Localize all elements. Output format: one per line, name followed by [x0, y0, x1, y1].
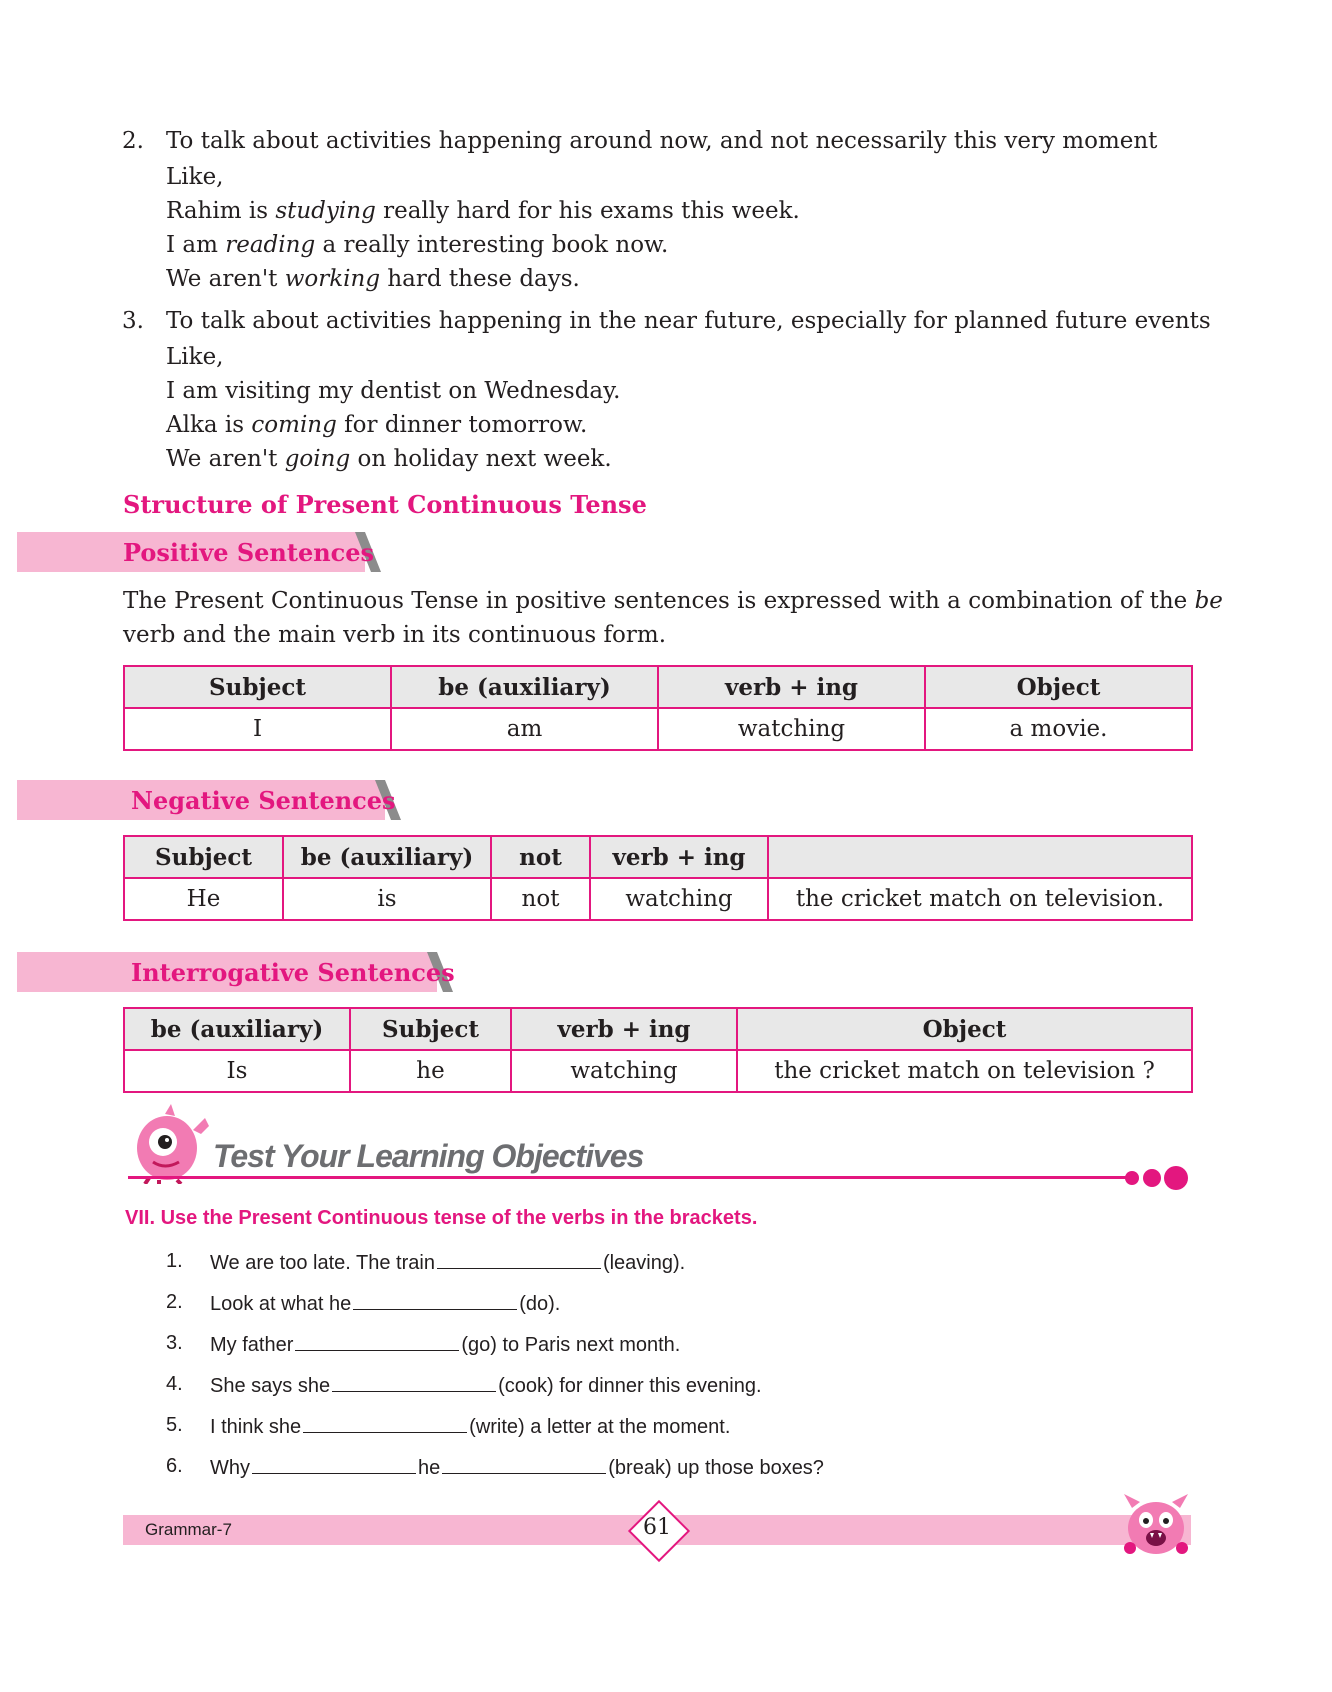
item-number: 4. — [166, 1373, 183, 1395]
answer-blank[interactable] — [353, 1291, 517, 1310]
table-header: verb + ing — [658, 666, 925, 708]
table-header-row — [124, 666, 1192, 708]
description-line: The Present Continuous Tense in positive sentences is expressed with a combination of the be — [123, 588, 1223, 614]
table-header: Subject — [124, 666, 391, 708]
answer-blank[interactable] — [442, 1455, 606, 1474]
like-label: Like, — [166, 164, 224, 190]
table-header: Subject — [124, 836, 283, 878]
table-cell: the cricket match on television ? — [737, 1050, 1192, 1092]
exercise-title: VII. Use the Present Continuous tense of the verbs in the brackets. — [125, 1207, 758, 1229]
monster-footer-icon — [1118, 1488, 1194, 1562]
section-heading: To talk about activities happening around now, and not necessarily this very moment — [166, 128, 1158, 154]
section-heading: To talk about activities happening in the near future, especially for planned future events — [166, 308, 1211, 334]
positive-label: Positive Sentences — [123, 538, 375, 567]
table-header: not — [491, 836, 590, 878]
negative-table — [123, 835, 1193, 921]
item-text: We are too late. The train (leaving). — [210, 1252, 686, 1274]
answer-blank[interactable] — [437, 1250, 601, 1269]
table-cell: a movie. — [925, 708, 1192, 750]
example-line: Alka is coming for dinner tomorrow. — [166, 412, 588, 438]
example-line: I am reading a really interesting book now. — [166, 232, 669, 258]
answer-blank[interactable] — [252, 1455, 416, 1474]
table-header: be (auxiliary) — [124, 1008, 350, 1050]
item-text: Why he (break) up those boxes? — [210, 1457, 824, 1479]
answer-blank[interactable] — [332, 1373, 496, 1392]
item-number: 3. — [122, 308, 144, 334]
item-number: 2. — [122, 128, 144, 154]
item-number: 3. — [166, 1332, 183, 1354]
negative-label: Negative Sentences — [131, 786, 396, 815]
table-header: be (auxiliary) — [391, 666, 658, 708]
description-line: verb and the main verb in its continuous form. — [123, 622, 667, 648]
example-line: I am visiting my dentist on Wednesday. — [166, 378, 621, 404]
table-cell: He — [124, 878, 283, 920]
test-banner-title: Test Your Learning Objectives — [213, 1138, 644, 1174]
example-line: We aren't going on holiday next week. — [166, 446, 612, 472]
table-header: verb + ing — [590, 836, 768, 878]
table-header — [768, 836, 1192, 878]
positive-table — [123, 665, 1193, 751]
example-line: Rahim is studying really hard for his exams this week. — [166, 198, 800, 224]
example-line: We aren't working hard these days. — [166, 266, 580, 292]
table-cell: watching — [658, 708, 925, 750]
table-header: Object — [737, 1008, 1192, 1050]
monster-mascot-icon — [125, 1100, 215, 1184]
table-cell: not — [491, 878, 590, 920]
table-header: Object — [925, 666, 1192, 708]
like-label: Like, — [166, 344, 224, 370]
dots-decoration-icon — [1122, 1164, 1192, 1192]
table-cell: Is — [124, 1050, 350, 1092]
item-number: 5. — [166, 1414, 183, 1436]
item-text: My father (go) to Paris next month. — [210, 1334, 681, 1356]
item-number: 1. — [166, 1250, 183, 1272]
item-text: I think she (write) a letter at the moment. — [210, 1416, 731, 1438]
structure-heading: Structure of Present Continuous Tense — [123, 490, 647, 519]
answer-blank[interactable] — [295, 1332, 459, 1351]
banner-rule — [128, 1176, 1128, 1179]
item-text: She says she (cook) for dinner this evening. — [210, 1375, 762, 1397]
table-cell: is — [283, 878, 491, 920]
item-text: Look at what he (do). — [210, 1293, 561, 1315]
table-header-row — [124, 1008, 1192, 1050]
interrogative-label: Interrogative Sentences — [131, 958, 455, 987]
footer-book-title: Grammar-7 — [145, 1520, 232, 1539]
item-number: 2. — [166, 1291, 183, 1313]
table-row — [124, 1050, 1192, 1092]
table-header-row — [124, 836, 1192, 878]
table-cell: am — [391, 708, 658, 750]
table-cell: watching — [511, 1050, 737, 1092]
answer-blank[interactable] — [303, 1414, 467, 1433]
item-number: 6. — [166, 1455, 183, 1477]
table-cell: I — [124, 708, 391, 750]
table-header: verb + ing — [511, 1008, 737, 1050]
table-header: be (auxiliary) — [283, 836, 491, 878]
interrogative-table — [123, 1007, 1193, 1093]
table-header: Subject — [350, 1008, 511, 1050]
page-number: 61 — [643, 1515, 671, 1540]
table-cell: watching — [590, 878, 768, 920]
table-cell: he — [350, 1050, 511, 1092]
table-row — [124, 708, 1192, 750]
table-row — [124, 878, 1192, 920]
table-cell: the cricket match on television. — [768, 878, 1192, 920]
